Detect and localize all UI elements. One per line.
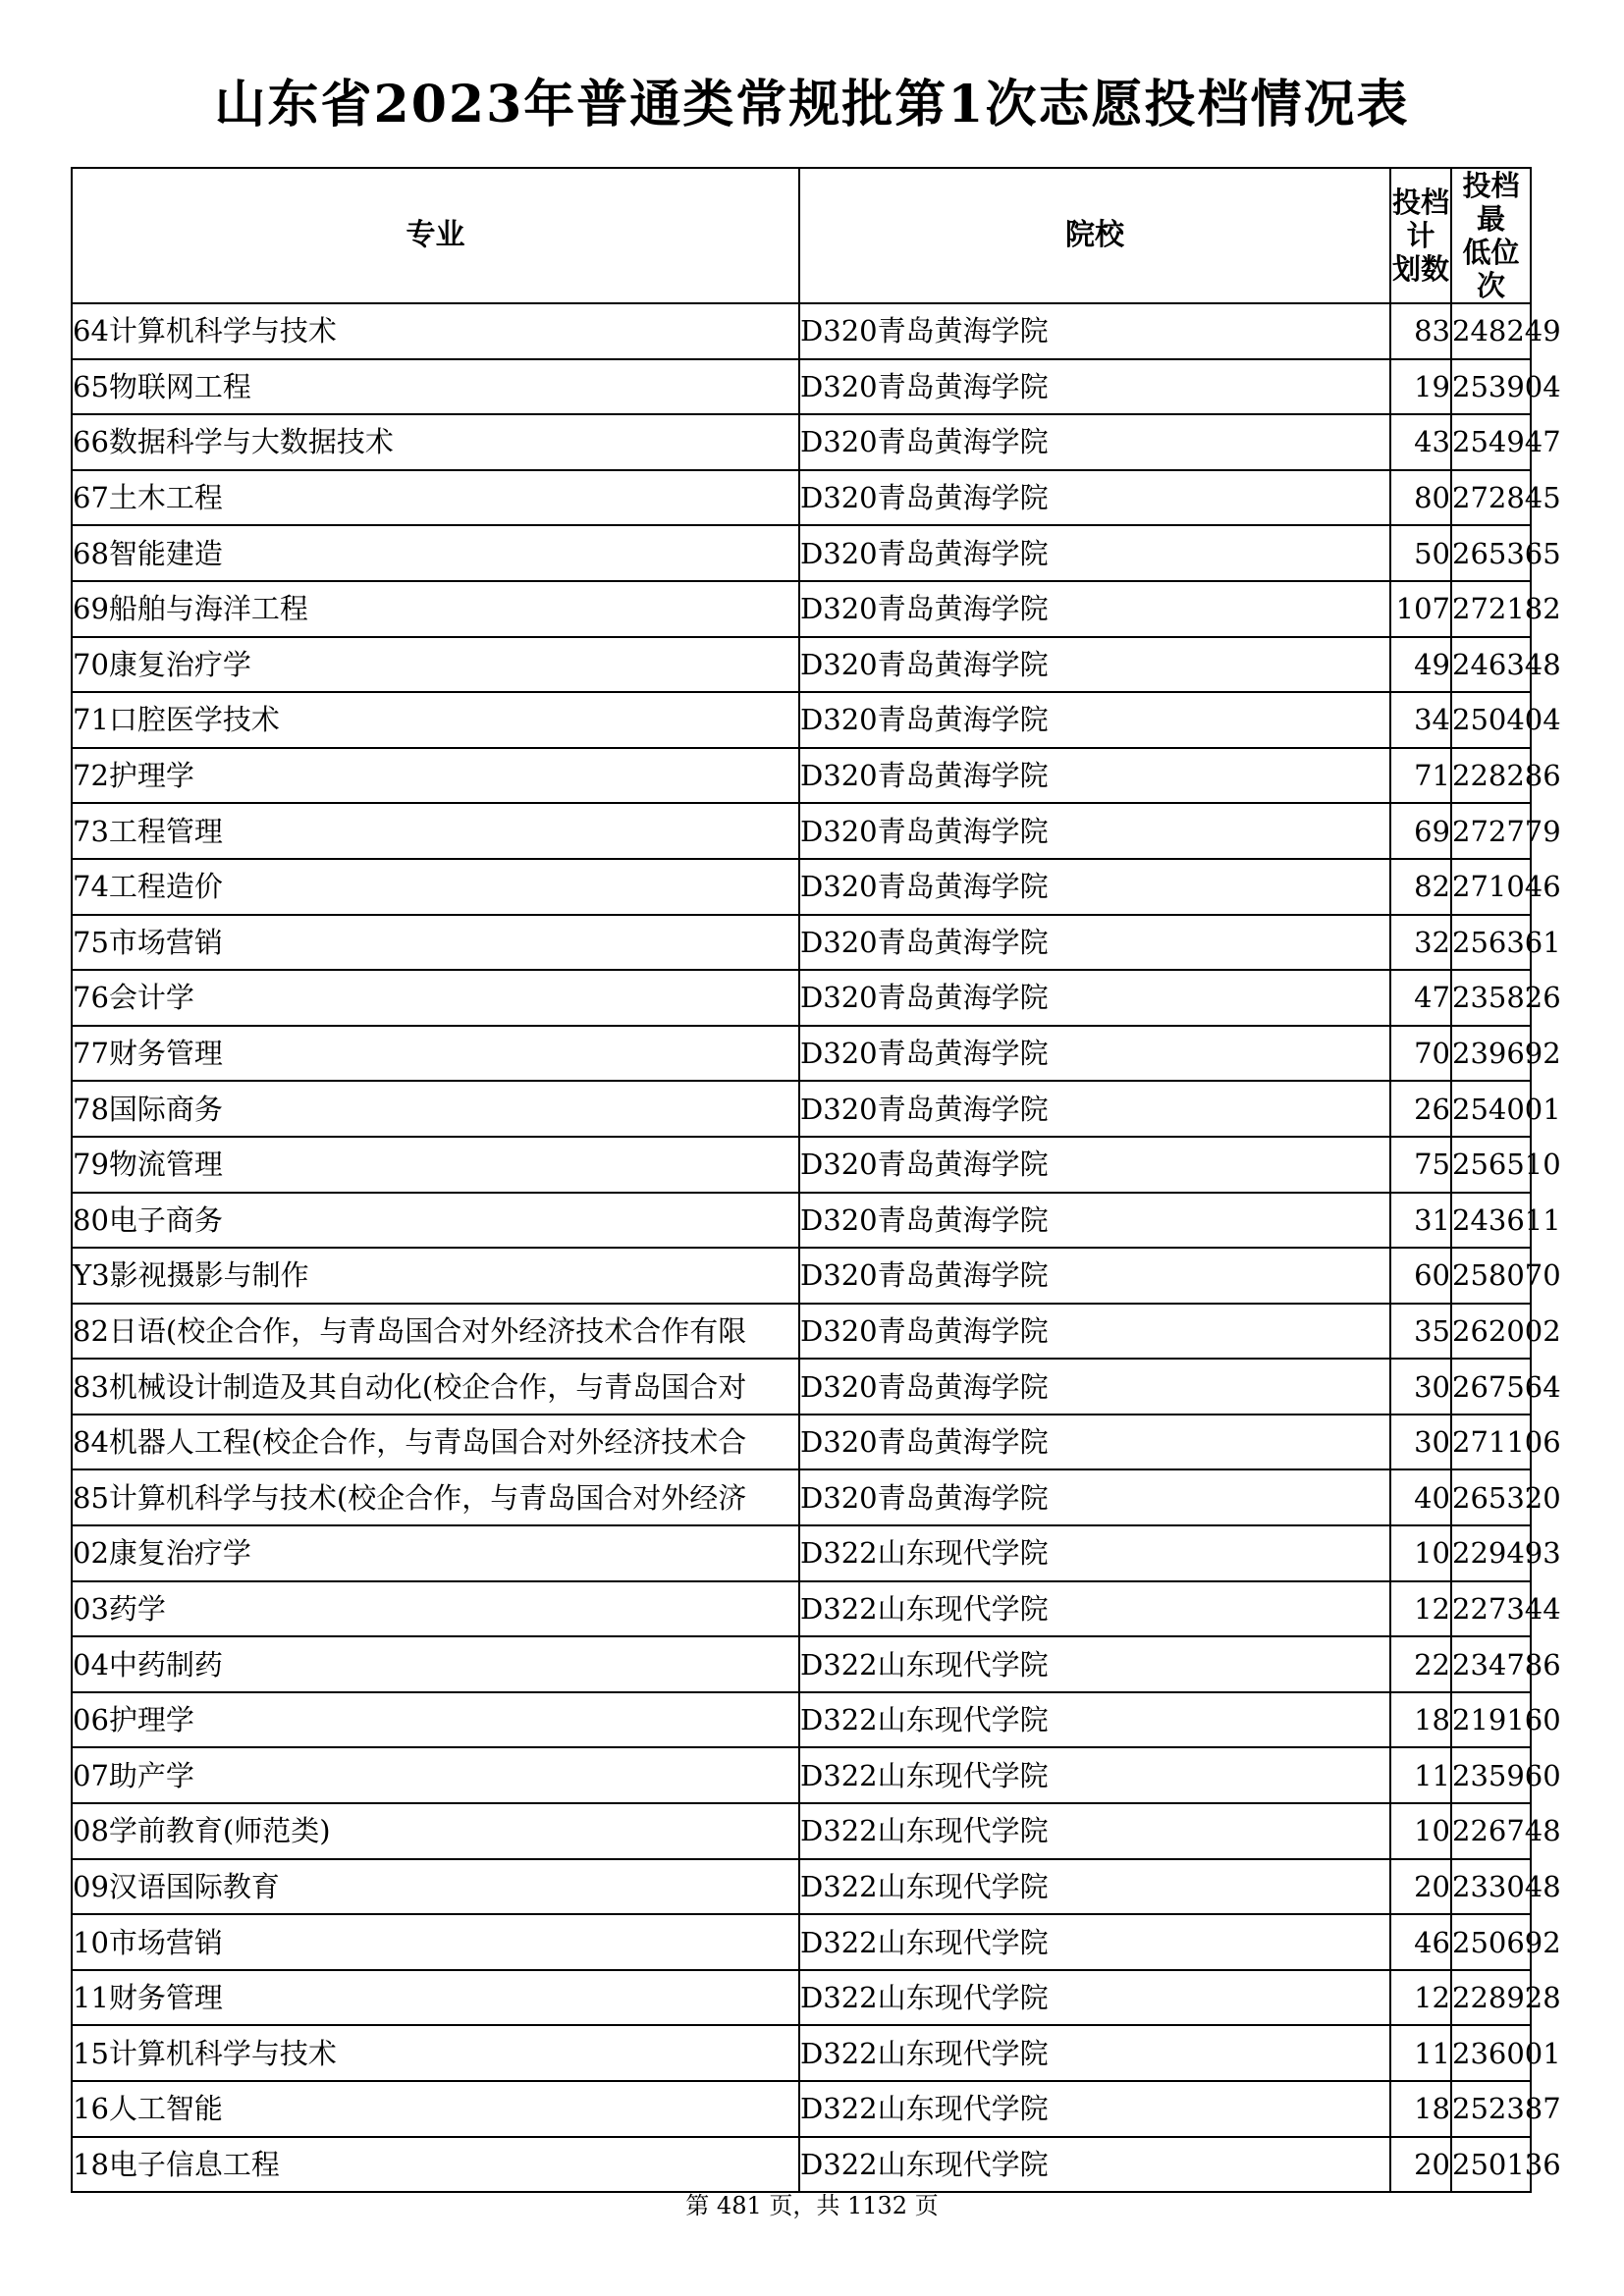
- school-cell: D320青岛黄海学院: [799, 1081, 1390, 1137]
- table-row: [72, 1081, 1531, 1137]
- table-row: [72, 1137, 1531, 1193]
- min-rank-cell: 256510: [1451, 1137, 1531, 1193]
- plan-count-cell: 12: [1390, 1581, 1451, 1637]
- school-cell: D322山东现代学院: [799, 1970, 1390, 2026]
- major-cell: 06护理学: [72, 1692, 799, 1748]
- min-rank-cell: 267564: [1451, 1359, 1531, 1415]
- min-rank-cell: 219160: [1451, 1692, 1531, 1748]
- table-row: [72, 2025, 1531, 2081]
- plan-count-cell: 49: [1390, 637, 1451, 693]
- plan-count-cell: 26: [1390, 1081, 1451, 1137]
- major-cell: 16人工智能: [72, 2081, 799, 2137]
- major-cell: 09汉语国际教育: [72, 1859, 799, 1915]
- school-cell: D320青岛黄海学院: [799, 692, 1390, 748]
- min-rank-cell: 265365: [1451, 525, 1531, 581]
- plan-count-cell: 32: [1390, 915, 1451, 971]
- table-row: [72, 748, 1531, 804]
- major-cell: 82日语(校企合作，与青岛国合对外经济技术合作有限: [72, 1304, 799, 1360]
- table-row: [72, 1581, 1531, 1637]
- plan-count-cell: 35: [1390, 1304, 1451, 1360]
- school-cell: D320青岛黄海学院: [799, 1304, 1390, 1360]
- major-cell: 64计算机科学与技术: [72, 303, 799, 359]
- school-cell: D322山东现代学院: [799, 1803, 1390, 1859]
- min-rank-cell: 246348: [1451, 637, 1531, 693]
- table-row: [72, 1970, 1531, 2026]
- school-cell: D320青岛黄海学院: [799, 637, 1390, 693]
- table-row: [72, 1193, 1531, 1249]
- min-rank-cell: 250404: [1451, 692, 1531, 748]
- school-cell: D322山东现代学院: [799, 1692, 1390, 1748]
- school-cell: D322山东现代学院: [799, 1636, 1390, 1692]
- table-row: [72, 692, 1531, 748]
- school-cell: D320青岛黄海学院: [799, 1415, 1390, 1470]
- major-cell: 71口腔医学技术: [72, 692, 799, 748]
- plan-count-cell: 40: [1390, 1469, 1451, 1525]
- min-rank-cell: 236001: [1451, 2025, 1531, 2081]
- plan-count-cell: 11: [1390, 1747, 1451, 1803]
- min-rank-cell: 228928: [1451, 1970, 1531, 2026]
- table-row: [72, 1359, 1531, 1415]
- plan-count-cell: 69: [1390, 803, 1451, 859]
- header-rank-line1: 投档最: [1462, 169, 1520, 236]
- min-rank-cell: 235960: [1451, 1747, 1531, 1803]
- school-cell: D320青岛黄海学院: [799, 1469, 1390, 1525]
- admission-table: [71, 167, 1561, 2193]
- min-rank-cell: 271046: [1451, 859, 1531, 915]
- header-min-rank: [1451, 168, 1531, 303]
- min-rank-cell: 250136: [1451, 2137, 1531, 2193]
- table-row: [72, 1304, 1531, 1360]
- major-cell: 84机器人工程(校企合作，与青岛国合对外经济技术合: [72, 1415, 799, 1470]
- table-row: [72, 970, 1531, 1026]
- plan-count-cell: 75: [1390, 1137, 1451, 1193]
- major-cell: 70康复治疗学: [72, 637, 799, 693]
- major-cell: 66数据科学与大数据技术: [72, 414, 799, 470]
- plan-count-cell: 47: [1390, 970, 1451, 1026]
- table-row: [72, 915, 1531, 971]
- major-cell: 67土木工程: [72, 470, 799, 526]
- plan-count-cell: 46: [1390, 1914, 1451, 1970]
- table-row: [72, 359, 1531, 415]
- min-rank-cell: 243611: [1451, 1193, 1531, 1249]
- header-rank-line2: 低位次: [1462, 236, 1520, 302]
- major-cell: 18电子信息工程: [72, 2137, 799, 2193]
- min-rank-cell: 228286: [1451, 748, 1531, 804]
- school-cell: D322山东现代学院: [799, 2081, 1390, 2137]
- min-rank-cell: 262002: [1451, 1304, 1531, 1360]
- major-cell: 10市场营销: [72, 1914, 799, 1970]
- min-rank-cell: 234786: [1451, 1636, 1531, 1692]
- min-rank-cell: 272845: [1451, 470, 1531, 526]
- plan-count-cell: 19: [1390, 359, 1451, 415]
- school-cell: D320青岛黄海学院: [799, 359, 1390, 415]
- school-cell: D320青岛黄海学院: [799, 748, 1390, 804]
- table-row: [72, 637, 1531, 693]
- school-cell: D322山东现代学院: [799, 1581, 1390, 1637]
- plan-count-cell: 60: [1390, 1248, 1451, 1304]
- header-plan-count: [1390, 168, 1451, 303]
- table-row: [72, 1914, 1531, 1970]
- min-rank-cell: 239692: [1451, 1026, 1531, 1082]
- school-cell: D320青岛黄海学院: [799, 803, 1390, 859]
- major-cell: 76会计学: [72, 970, 799, 1026]
- major-cell: 08学前教育(师范类): [72, 1803, 799, 1859]
- school-cell: D320青岛黄海学院: [799, 1026, 1390, 1082]
- table-row: [72, 1636, 1531, 1692]
- table-row: [72, 414, 1531, 470]
- table-row: [72, 2081, 1531, 2137]
- table-row: [72, 1525, 1531, 1581]
- school-cell: D320青岛黄海学院: [799, 1248, 1390, 1304]
- plan-count-cell: 20: [1390, 1859, 1451, 1915]
- table-row: [72, 1747, 1531, 1803]
- major-cell: 68智能建造: [72, 525, 799, 581]
- table-body: [72, 303, 1561, 2192]
- major-cell: 04中药制药: [72, 1636, 799, 1692]
- table-row: [72, 581, 1531, 637]
- min-rank-cell: 253904: [1451, 359, 1531, 415]
- table-row: [72, 525, 1531, 581]
- min-rank-cell: 271106: [1451, 1415, 1531, 1470]
- school-cell: D320青岛黄海学院: [799, 303, 1390, 359]
- major-cell: 72护理学: [72, 748, 799, 804]
- min-rank-cell: 265320: [1451, 1469, 1531, 1525]
- min-rank-cell: 254001: [1451, 1081, 1531, 1137]
- major-cell: 02康复治疗学: [72, 1525, 799, 1581]
- table-row: [72, 859, 1531, 915]
- page-footer: 第 481 页，共 1132 页: [685, 2192, 939, 2219]
- table-row: [72, 470, 1531, 526]
- plan-count-cell: 18: [1390, 2081, 1451, 2137]
- header-plan-line1: 投档计: [1391, 186, 1449, 252]
- min-rank-cell: 272182: [1451, 581, 1531, 637]
- plan-count-cell: 10: [1390, 1525, 1451, 1581]
- major-cell: 15计算机科学与技术: [72, 2025, 799, 2081]
- plan-count-cell: 107: [1390, 581, 1451, 637]
- major-cell: Y3影视摄影与制作: [72, 1248, 799, 1304]
- table-row: [72, 303, 1531, 359]
- major-cell: 80电子商务: [72, 1193, 799, 1249]
- school-cell: D320青岛黄海学院: [799, 859, 1390, 915]
- major-cell: 74工程造价: [72, 859, 799, 915]
- min-rank-cell: 258070: [1451, 1248, 1531, 1304]
- min-rank-cell: 252387: [1451, 2081, 1531, 2137]
- school-cell: D320青岛黄海学院: [799, 525, 1390, 581]
- school-cell: D322山东现代学院: [799, 1859, 1390, 1915]
- header-plan-line2: 划数: [1391, 252, 1449, 286]
- major-cell: 77财务管理: [72, 1026, 799, 1082]
- table-row: [72, 803, 1531, 859]
- plan-count-cell: 43: [1390, 414, 1451, 470]
- min-rank-cell: 235826: [1451, 970, 1531, 1026]
- major-cell: 78国际商务: [72, 1081, 799, 1137]
- plan-count-cell: 50: [1390, 525, 1451, 581]
- school-cell: D322山东现代学院: [799, 1914, 1390, 1970]
- table-row: [72, 1469, 1531, 1525]
- table-row: [72, 2137, 1531, 2193]
- plan-count-cell: 70: [1390, 1026, 1451, 1082]
- table-row: [72, 1859, 1531, 1915]
- min-rank-cell: 226748: [1451, 1803, 1531, 1859]
- major-cell: 65物联网工程: [72, 359, 799, 415]
- major-cell: 83机械设计制造及其自动化(校企合作，与青岛国合对: [72, 1359, 799, 1415]
- table-row: [72, 1692, 1531, 1748]
- major-cell: 85计算机科学与技术(校企合作，与青岛国合对外经济: [72, 1469, 799, 1525]
- school-cell: D320青岛黄海学院: [799, 414, 1390, 470]
- min-rank-cell: 227344: [1451, 1581, 1531, 1637]
- page-title: 山东省2023年普通类常规批第1次志愿投档情况表: [214, 75, 1410, 134]
- plan-count-cell: 30: [1390, 1359, 1451, 1415]
- plan-count-cell: 12: [1390, 1970, 1451, 2026]
- min-rank-cell: 229493: [1451, 1525, 1531, 1581]
- plan-count-cell: 30: [1390, 1415, 1451, 1470]
- school-cell: D322山东现代学院: [799, 1747, 1390, 1803]
- min-rank-cell: 248249: [1451, 303, 1531, 359]
- table-row: [72, 1248, 1531, 1304]
- min-rank-cell: 256361: [1451, 915, 1531, 971]
- school-cell: D320青岛黄海学院: [799, 1137, 1390, 1193]
- plan-count-cell: 11: [1390, 2025, 1451, 2081]
- plan-count-cell: 20: [1390, 2137, 1451, 2193]
- major-cell: 11财务管理: [72, 1970, 799, 2026]
- school-cell: D322山东现代学院: [799, 2025, 1390, 2081]
- school-cell: D320青岛黄海学院: [799, 1193, 1390, 1249]
- plan-count-cell: 34: [1390, 692, 1451, 748]
- major-cell: 75市场营销: [72, 915, 799, 971]
- min-rank-cell: 272779: [1451, 803, 1531, 859]
- plan-count-cell: 82: [1390, 859, 1451, 915]
- major-cell: 73工程管理: [72, 803, 799, 859]
- school-cell: D322山东现代学院: [799, 2137, 1390, 2193]
- min-rank-cell: 233048: [1451, 1859, 1531, 1915]
- major-cell: 07助产学: [72, 1747, 799, 1803]
- school-cell: D322山东现代学院: [799, 1525, 1390, 1581]
- table-header-row: [72, 168, 1531, 303]
- header-major: 专业: [72, 168, 799, 303]
- plan-count-cell: 18: [1390, 1692, 1451, 1748]
- plan-count-cell: 83: [1390, 303, 1451, 359]
- plan-count-cell: 31: [1390, 1193, 1451, 1249]
- table-row: [72, 1803, 1531, 1859]
- table-row: [72, 1415, 1531, 1470]
- min-rank-cell: 254947: [1451, 414, 1531, 470]
- school-cell: D320青岛黄海学院: [799, 581, 1390, 637]
- table-row: [72, 1026, 1531, 1082]
- school-cell: D320青岛黄海学院: [799, 1359, 1390, 1415]
- min-rank-cell: 250692: [1451, 1914, 1531, 1970]
- plan-count-cell: 10: [1390, 1803, 1451, 1859]
- major-cell: 69船舶与海洋工程: [72, 581, 799, 637]
- school-cell: D320青岛黄海学院: [799, 470, 1390, 526]
- major-cell: 79物流管理: [72, 1137, 799, 1193]
- plan-count-cell: 80: [1390, 470, 1451, 526]
- school-cell: D320青岛黄海学院: [799, 970, 1390, 1026]
- school-cell: D320青岛黄海学院: [799, 915, 1390, 971]
- plan-count-cell: 22: [1390, 1636, 1451, 1692]
- plan-count-cell: 71: [1390, 748, 1451, 804]
- header-school: 院校: [799, 168, 1390, 303]
- major-cell: 03药学: [72, 1581, 799, 1637]
